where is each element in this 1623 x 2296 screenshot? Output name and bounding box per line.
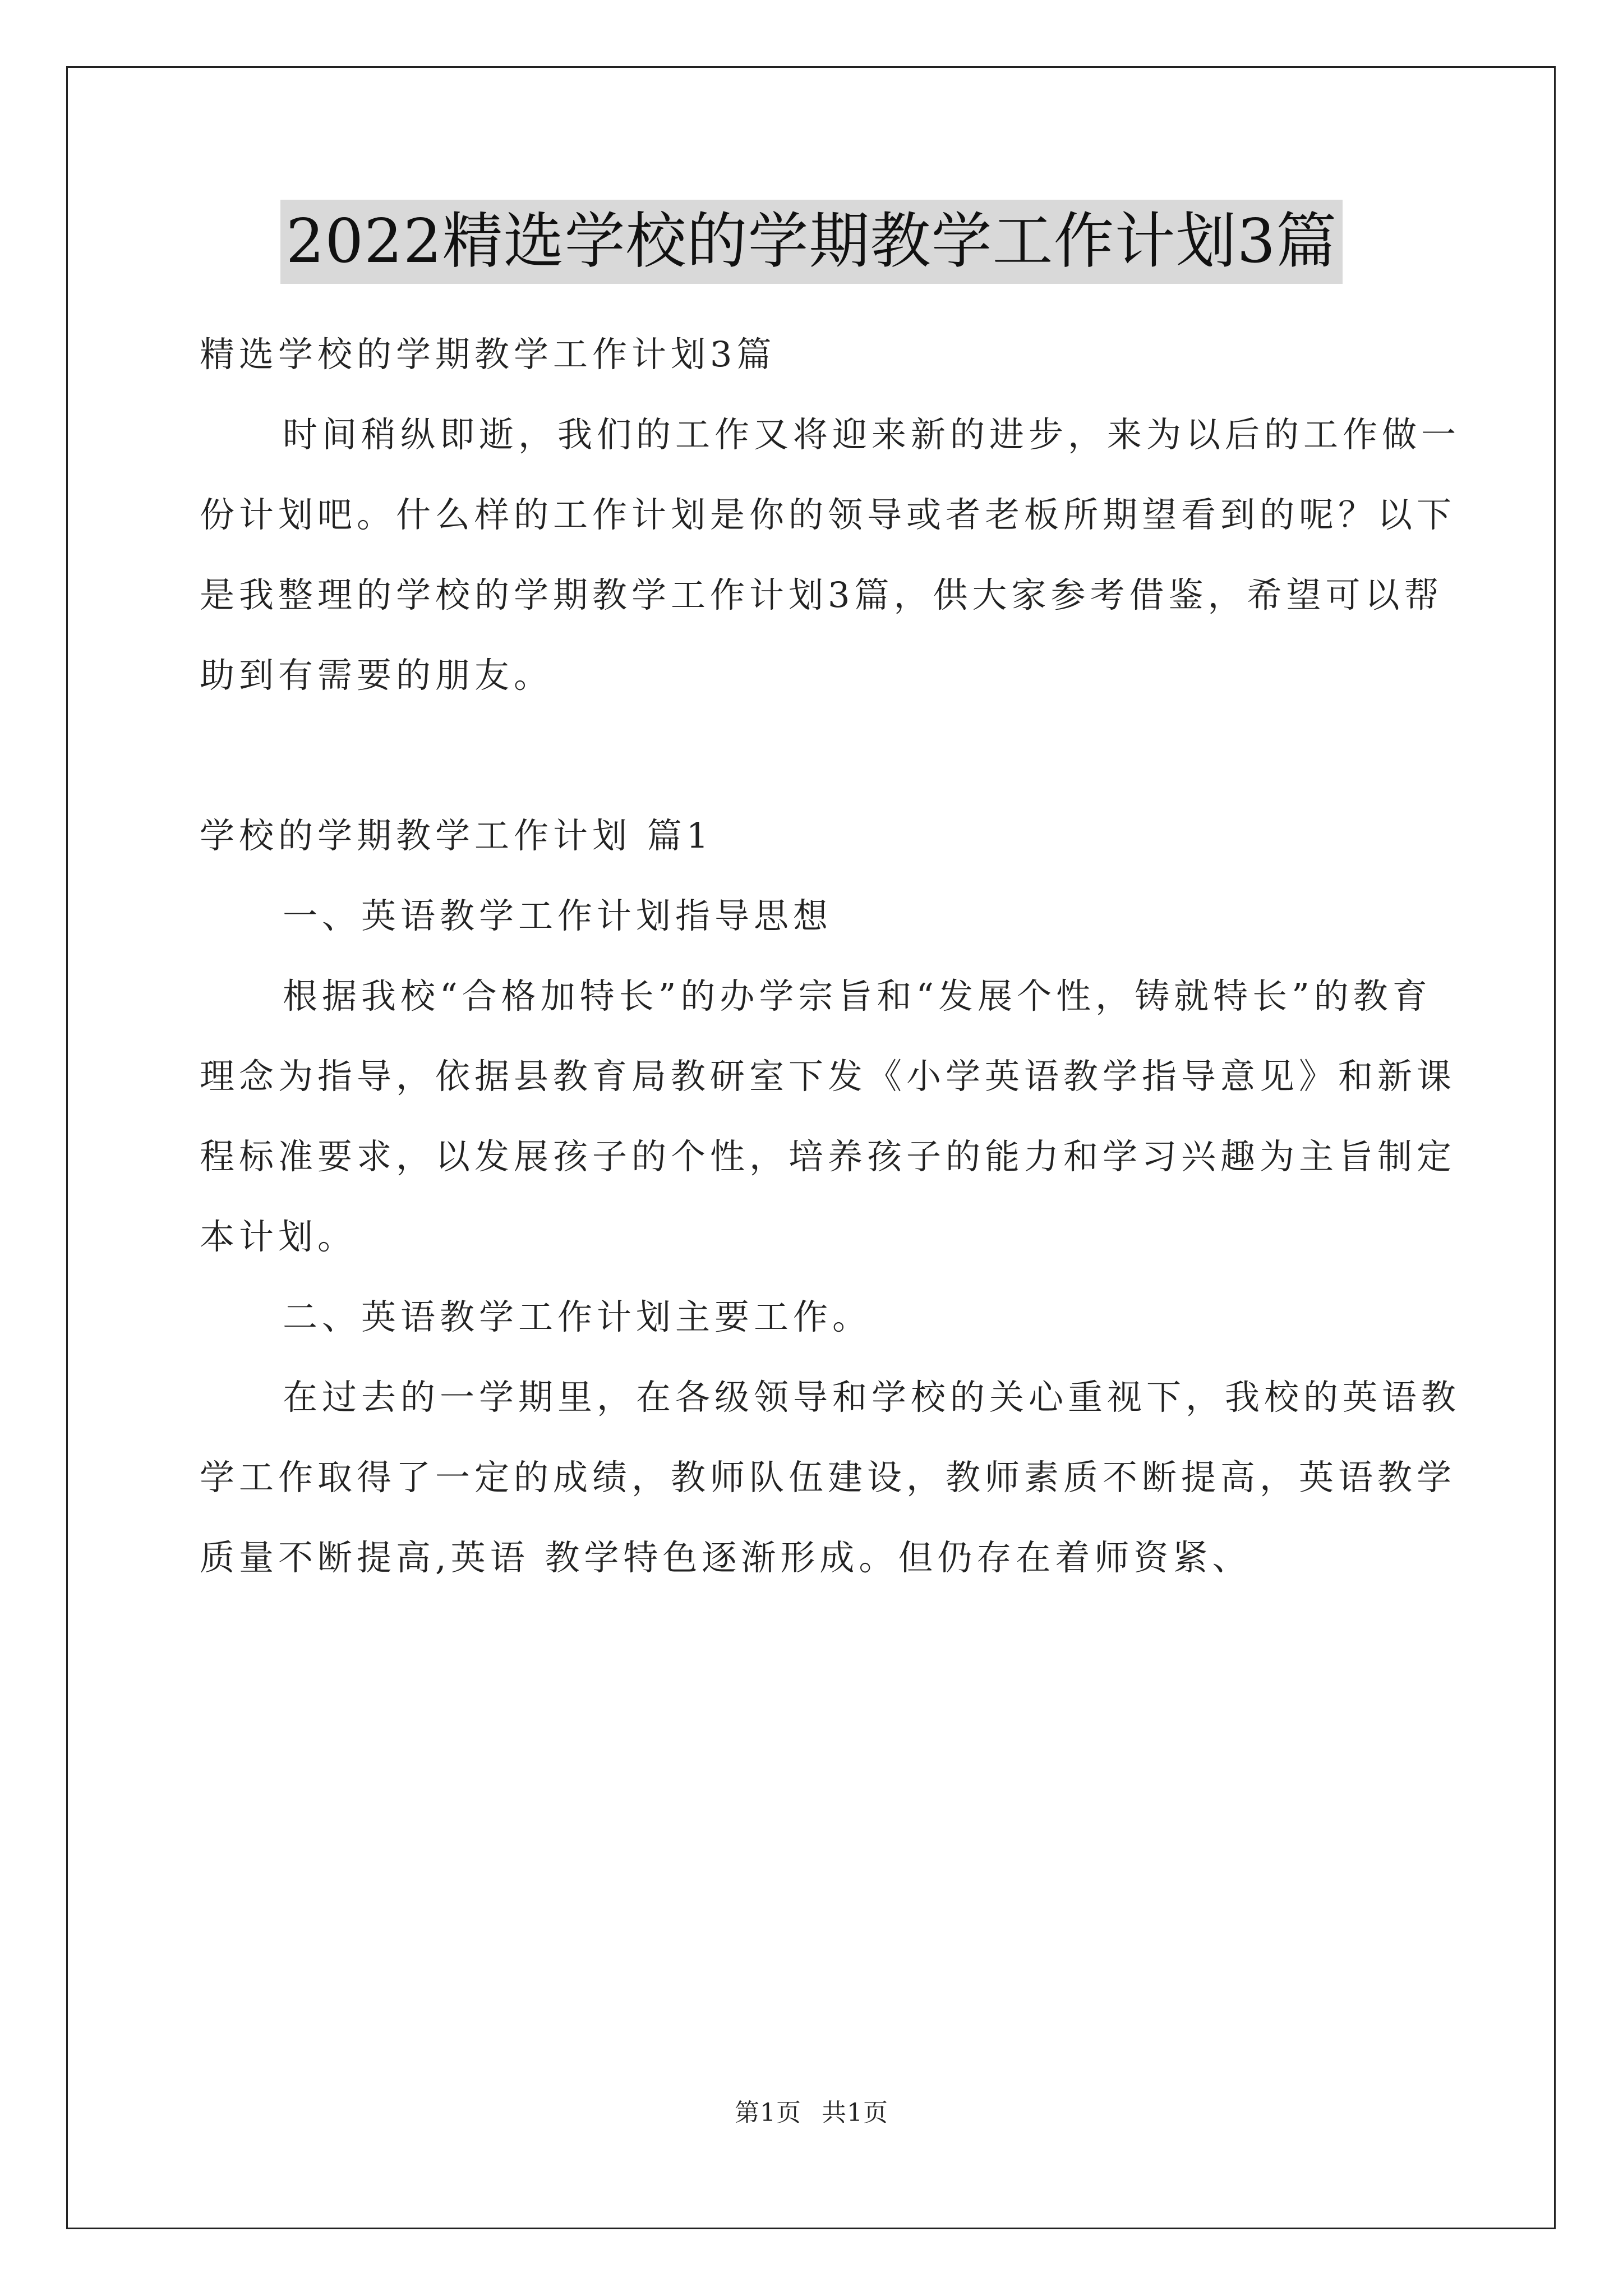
section-heading: 学校的学期教学工作计划 篇1 <box>200 815 713 856</box>
item-body-1: 根据我校“合格加特长”的办学宗旨和“发展个性，铸就特长”的教育理念为指导，依据县教育局教研室下发《小学英语教学指导意见》和新课程标准要求，以发展孩子的个性，培养孩子的能力和学习兴趣为主旨制定本计划。 <box>200 976 1456 1257</box>
item-heading-1: 一、英语教学工作计划指导思想 <box>283 895 833 936</box>
document-title: 2022精选学校的学期教学工作计划3篇 <box>280 200 1343 284</box>
item-heading-2: 二、英语教学工作计划主要工作。 <box>283 1296 872 1337</box>
document-subtitle: 精选学校的学期教学工作计划3篇 <box>200 334 776 375</box>
intro-paragraph: 时间稍纵即逝，我们的工作又将迎来新的进步，来为以后的工作做一份计划吧。什么样的工作计划是你的领导或者老板所期望看到的呢？以下是我整理的学校的学期教学工作计划3篇，供大家参考借鉴，希望可以帮助到有需要的朋友。 <box>200 414 1461 696</box>
document-body <box>200 314 1467 1598</box>
page-number-total: 共1页 <box>822 2099 888 2127</box>
title-container <box>0 200 1623 284</box>
item-body-2: 在过去的一学期里，在各级领导和学校的关心重视下，我校的英语教学工作取得了一定的成绩，教师队伍建设，教师素质不断提高，英语教学质量不断提高,英语 教学特色逐渐形成。但仍存在着师资紧、 <box>200 1377 1461 1578</box>
page-footer <box>0 2092 1623 2128</box>
page-number-current: 第1页 <box>735 2099 801 2127</box>
